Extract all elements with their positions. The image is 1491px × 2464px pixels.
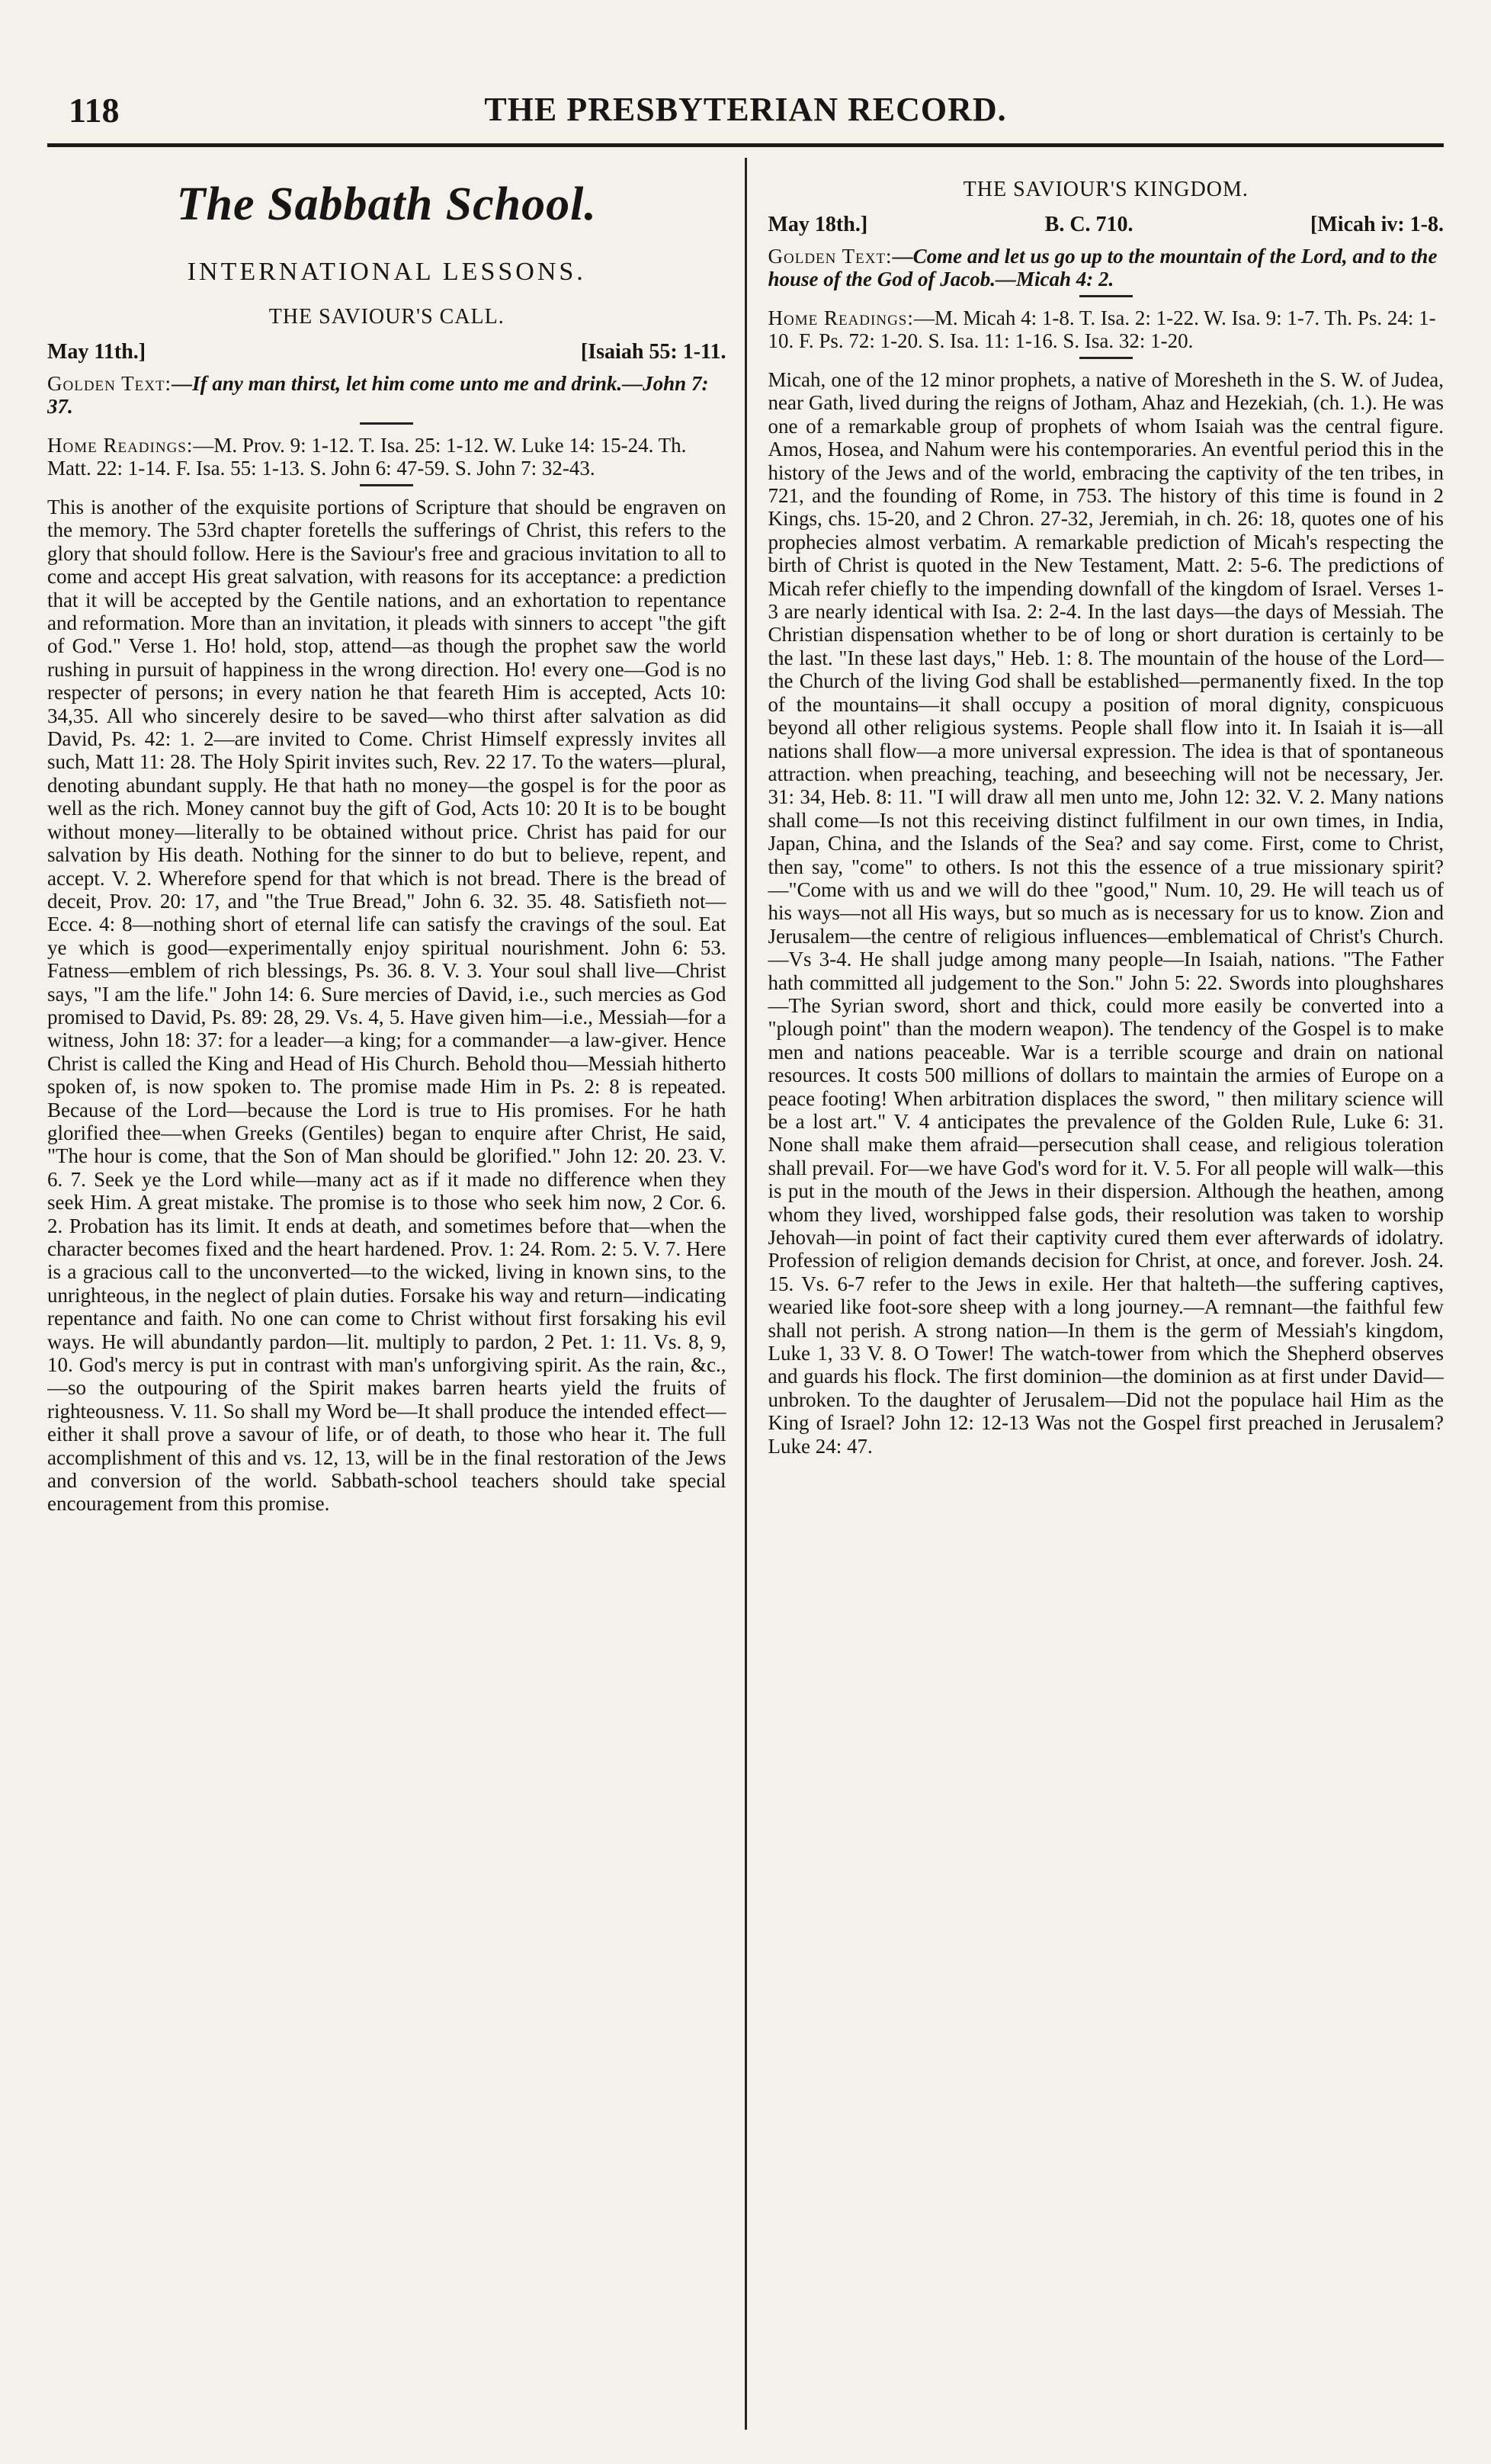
- lesson-date: May 18th.]: [768, 213, 868, 236]
- header-rule: [47, 143, 1444, 147]
- golden-text-verse: —If any man thirst, let him come unto me and drink.—John 7: 37.: [47, 372, 709, 418]
- right-column: [752, 158, 1445, 2430]
- lesson-title-kingdom: THE SAVIOUR'S KINGDOM.: [963, 178, 1249, 201]
- golden-text-verse: —Come and let us go up to the mountain of the Lord, and to the house of the God of Jacob.—Micah 4: 2.: [768, 245, 1438, 290]
- rule: [1079, 295, 1133, 297]
- home-readings: [47, 434, 726, 480]
- department-heading: The Sabbath School.: [176, 178, 597, 230]
- page-number: 118: [69, 91, 120, 130]
- lesson-title-call: THE SAVIOUR'S CALL.: [268, 305, 505, 329]
- column-divider: [745, 158, 747, 2430]
- journal-title: THE PRESBYTERIAN RECORD.: [484, 91, 1007, 128]
- home-readings-text: —M. Micah 4: 1-8. T. Isa. 2: 1-22. W. Isa. 9: 1-7. Th. Ps. 24: 1-10. F. Ps. 72: 1-20. S. Isa. 11: 1-16. S. Isa. 32: 1-20.: [768, 306, 1436, 352]
- home-readings-text: —M. Prov. 9: 1-12. T. Isa. 25: 1-12. W. Luke 14: 15-24. Th. Matt. 22: 1-14. F. Isa. 55: 1-13. S. John 6: 47-59. S. John 7: 32-43.: [47, 434, 687, 480]
- running-head: [47, 84, 1444, 137]
- two-column-body: [47, 158, 1444, 2430]
- golden-text: [768, 245, 1445, 290]
- left-column: [47, 158, 740, 2430]
- rule: [360, 422, 413, 425]
- lesson-era: B. C. 710.: [1044, 213, 1133, 236]
- lesson-reference: [Isaiah 55: 1-11.: [580, 340, 726, 364]
- lesson-reference: [Micah iv: 1-8.: [1310, 213, 1444, 236]
- section-heading: INTERNATIONAL LESSONS.: [187, 258, 586, 286]
- home-readings-label: Home Readings:: [47, 434, 194, 457]
- rule: [360, 484, 413, 486]
- lesson-meta-kingdom: [768, 213, 1445, 237]
- lesson-body-kingdom: Micah, one of the 12 minor prophets, a native of Moresheth in the S. W. of Judea, near Gath, lived during the reigns of Jotham, Ahaz and Hezekiah, (ch. 1.). He was one of a remarkable group of prophets of whom Isaiah was the central figure. Amos, Hosea, and Nahum were his contemporaries. An eventful period this in the history of the Jews and of the world, embracing the captivity of the ten tribes, in 721, and the founding of Rome, in 753. The history of this time is found in 2 Kings, chs. 15-20, and 2 Chron. 27-32, Jeremiah, in ch. 26: 18, quotes one of his prophecies almost verbatim. A remarkable prediction of Micah's respecting the birth of Christ is quoted in the New Testament, Matt. 2: 5-6. The predictions of Micah refer chiefly to the impending downfall of the kingdom of Israel. Verses 1-3 are nearly identical with Isa. 2: 2-4. In the last days—the days of Messiah. The Christian dispensation whether to be of long or short duration is certainly to be the last. "In these last days," Heb. 1: 8. The mountain of the house of the Lord—the Church of the living God shall be established—permanently fixed. In the top of the mountains—it shall occupy a position of moral dignity, conspicuous beyond all other religious systems. People shall flow into it. In Isaiah it is—all nations shall flow—a more universal expression. The idea is that of spontaneous attraction. when preaching, teaching, and beseeching will not be necessary, Jer. 31: 34, Heb. 8: 11. "I will draw all men unto me, John 12: 32. V. 2. Many nations shall come—Is not this receiving distinct fulfilment in our own times, in India, Japan, China, and the Islands of the Sea? and say come. First, come to Christ, then say, "come" to others. Is not this the essence of a true missionary spirit?—"Come with us and we will do thee "good," Num. 10, 29. He will teach us of his ways—not all His ways, but so much as is necessary for us to know. Zion and Jerusalem—the centre of religious influences—emblematical of Christ's Church. —Vs 3-4. He shall judge among many people—In Isaiah, nations. "The Father hath committed all judgement to the Son." John 5: 22. Swords into ploughshares—The Syrian sword, short and thick, could more easily be converted into a "plough point" than the modern weapon). The tendency of the Gospel is to make men and nations peaceable. War is a terrible scourge and drain on national resources. It costs 500 millions of dollars to maintain the armies of Europe on a peace footing! When arbitration displaces the sword, " then military science will be a lost art." V. 4 anticipates the prevalence of the Golden Rule, Luke 6: 31. None shall make them afraid—persecution shall cease, and religious toleration shall prevail. For—we have God's word for it. V. 5. For all people will walk—this is put in the mouth of the Jews in their dispersion. Although the heathen, among whom they lived, worshipped false gods, their resolution was taken to worship Jehovah—in point of fact their captivity cured them ever afterwards of idolatry. Profession of religion demands decision for Christ, at once, and forever. Josh. 24. 15. Vs. 6-7 refer to the Jews in exile. Her that halteth—the suffering captives, wearied like foot-sore sheep with a long journey.—A remnant—the faithful few shall not perish. A strong nation—In them is the germ of Messiah's kingdom, Luke 1, 33 V. 8. O Tower! The watch-tower from which the Shepherd observes and guards his flock. The first dominion—the dominion as at first under David—unbroken. To the daughter of Jerusalem—Did not the populace hail Him as the King of Israel? John 12: 12-13 Was not the Gospel first preached in Jerusalem? Luke 24: 47.: [768, 368, 1444, 1458]
- golden-text-label: Golden Text:: [47, 372, 172, 395]
- lesson-meta-call: [47, 340, 726, 364]
- golden-text: [47, 372, 726, 418]
- rule: [1079, 357, 1133, 359]
- home-readings: [768, 306, 1445, 352]
- golden-text-label: Golden Text:: [768, 245, 893, 268]
- lesson-date: May 11th.]: [47, 340, 146, 364]
- lesson-body-call: This is another of the exquisite portions of Scripture that should be engraven on the memory. The 53rd chapter foretells the sufferings of Christ, this refers to the glory that should follow. Here is the Saviour's free and gracious invitation to all to come and accept His great salvation, with reasons for its acceptance: a prediction that it will be accepted by the Gentile nations, and an exhortation to repentance and reformation. More than an invitation, it pleads with sinners to accept "the gift of God." Verse 1. Ho! hold, stop, attend—as though the prophet saw the world rushing in pursuit of happiness in the wrong direction. Ho! every one—God is no respecter of persons; in every nation he that feareth Him is accepted, Acts 10: 34,35. All who sincerely desire to be saved—who thirst after salvation as did David, Ps. 42: 1. 2—are invited to Come. Christ Himself expressly invites all such, Matt 11: 28. The Holy Spirit invites such, Rev. 22 17. To the waters—plural, denoting abundant supply. He that hath no money—the gospel is for the poor as well as the rich. Money cannot buy the gift of God, Acts 10: 20 It is to be bought without money—literally to be obtained without price. Christ has paid for our salvation by His death. Nothing for the sinner to do but to believe, repent, and accept. V. 2. Wherefore spend for that which is not bread. There is the bread of deceit, Prov. 20: 17, and "the True Bread," John 6. 32. 35. 48. Satisfieth not—Ecce. 4: 8—nothing short of eternal life can satisfy the cravings of the soul. Eat ye which is good—experimentally enjoy spiritual nourishment. John 6: 53. Fatness—emblem of rich blessings, Ps. 36. 8. V. 3. Your soul shall live—Christ says, "I am the life." John 14: 6. Sure mercies of David, i.e., such mercies as God promised to David, Ps. 89: 28, 29. Vs. 4, 5. Have given him—i.e., Messiah—for a witness, John 18: 37: for a leader—a king; for a commander—a law-giver. Hence Christ is called the King and Head of His Church. Behold thou—Messiah hitherto spoken of, is now spoken to. The promise made Him in Ps. 2: 8 is repeated. Because of the Lord—because the Lord is true to His promises. For he hath glorified thee—when Greeks (Gentiles) began to enquire after Christ, He said, "The hour is come, that the Son of Man should be glorified." John 12: 20. 23. V. 6. 7. Seek ye the Lord while—many act as if it made no difference when they seek Him. A great mistake. The promise is to those who seek him now, 2 Cor. 6. 2. Probation has its limit. It ends at death, and sometimes before that—when the character becomes fixed and the heart hardened. Prov. 1: 24. Rom. 2: 5. V. 7. Here is a gracious call to the unconverted—to the wicked, living in known sins, to the unrighteous, in the neglect of plain duties. Forsake his way and return—indicating repentance and faith. No one can come to Christ without first forsaking his evil ways. He will abundantly pardon—lit. multiply to pardon, 2 Pet. 1: 11. Vs. 8, 9, 10. God's mercy is put in contrast with man's unforgiving spirit. As the rain, &c.,—so the outpouring of the Spirit makes barren hearts yield the fruits of righteousness. V. 11. So shall my Word be—It shall produce the intended effect—either it shall prove a savour of life, or of death, to those who hear it. The full accomplishment of this and vs. 12, 13, will be in the final restoration of the Jews and conversion of the world. Sabbath-school teachers should take special encouragement from this promise.: [47, 496, 726, 1516]
- home-readings-label: Home Readings:: [768, 306, 914, 329]
